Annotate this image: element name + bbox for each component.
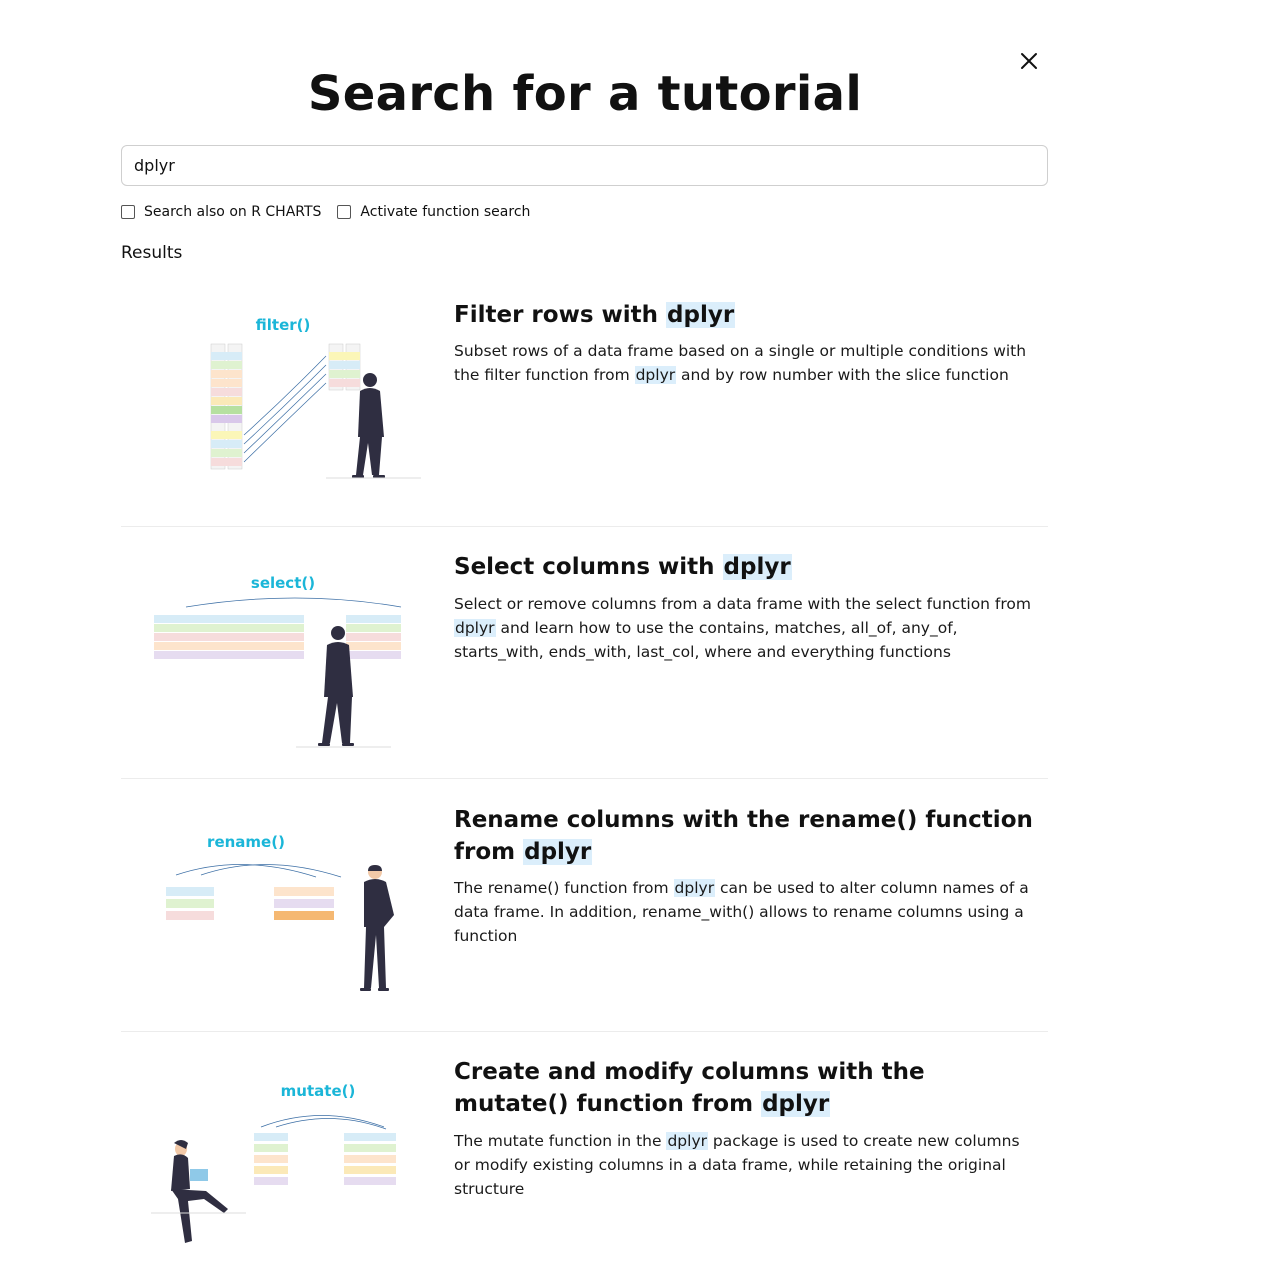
result-mutate-columns[interactable] xyxy=(121,1032,1048,1265)
page-title: Search for a tutorial xyxy=(307,66,863,122)
source-table xyxy=(254,1133,288,1185)
search-options xyxy=(121,204,546,220)
option-function-search[interactable] xyxy=(337,204,530,220)
filter-thumbnail xyxy=(146,297,426,497)
title-highlight: dplyr xyxy=(667,302,735,328)
result-select-columns[interactable] xyxy=(121,527,1048,779)
option-function-search-label: Activate function search xyxy=(360,204,531,220)
source-table xyxy=(211,344,242,469)
thumb-label: rename() xyxy=(207,833,285,851)
title-highlight: dplyr xyxy=(524,839,592,865)
desc-highlight: dplyr xyxy=(674,879,715,897)
option-r-charts[interactable] xyxy=(121,204,321,220)
search-input[interactable] xyxy=(121,145,1048,186)
source-table xyxy=(154,615,304,659)
person-figure xyxy=(360,865,394,991)
desc-text-end: and learn how to use the contains, matches, all_of, any_of, starts_with, ends_with, last_col, where and everything functions xyxy=(454,619,958,661)
mutated-table xyxy=(344,1133,396,1185)
result-rename-columns[interactable] xyxy=(121,779,1048,1032)
thumb-label: select() xyxy=(250,574,316,592)
results-heading: Results xyxy=(121,243,183,263)
desc-text: Select or remove columns from a data frame with the select function from xyxy=(454,595,1031,613)
result-description xyxy=(454,592,1034,664)
result-title[interactable] xyxy=(454,804,1034,868)
result-description xyxy=(454,876,1034,948)
result-filter-rows[interactable] xyxy=(121,275,1048,527)
result-title-text: Rename columns with the rename() function from xyxy=(454,807,1033,865)
title-highlight: dplyr xyxy=(723,554,791,580)
desc-text: The rename() function from xyxy=(454,879,674,897)
filter-arrows xyxy=(244,356,326,462)
option-r-charts-label: Search also on R CHARTS xyxy=(144,204,322,220)
source-table xyxy=(166,887,214,920)
thumb-label: mutate() xyxy=(280,1082,356,1100)
desc-text: Subset rows of a data frame based on a single or multiple conditions with the filter function from xyxy=(454,342,1027,384)
result-description xyxy=(454,339,1034,387)
desc-highlight: dplyr xyxy=(455,619,495,637)
function-search-checkbox[interactable] xyxy=(337,205,351,219)
result-description xyxy=(454,1129,1034,1201)
thumb-label: filter() xyxy=(255,316,311,334)
desc-text-end: and by row number with the slice function xyxy=(676,366,1009,384)
desc-highlight: dplyr xyxy=(667,1132,707,1150)
result-title-text: Create and modify columns with the mutate() function from xyxy=(454,1059,925,1117)
renamed-table xyxy=(274,887,334,920)
desc-text-end: package is used to create new columns or modify existing columns in a data frame, while retaining the original structure xyxy=(454,1132,1020,1198)
result-title[interactable] xyxy=(454,1056,1034,1120)
result-title[interactable] xyxy=(454,299,1034,331)
result-title-text: Filter rows with xyxy=(454,302,667,328)
rename-thumbnail xyxy=(146,805,426,1005)
r-charts-checkbox[interactable] xyxy=(121,205,135,219)
mutate-thumbnail xyxy=(146,1059,426,1259)
title-highlight: dplyr xyxy=(762,1091,830,1117)
desc-highlight: dplyr xyxy=(635,366,676,384)
result-title[interactable] xyxy=(454,551,1034,583)
person-figure xyxy=(151,1140,246,1243)
selected-table xyxy=(346,615,401,659)
desc-text-end: can be used to alter column names of a data frame. In addition, rename_with() allows to rename columns using a function xyxy=(454,879,1029,945)
filtered-table xyxy=(329,344,360,390)
result-title-text: Select columns with xyxy=(454,554,723,580)
desc-text: The mutate function in the xyxy=(454,1132,667,1150)
select-thumbnail xyxy=(146,549,426,749)
